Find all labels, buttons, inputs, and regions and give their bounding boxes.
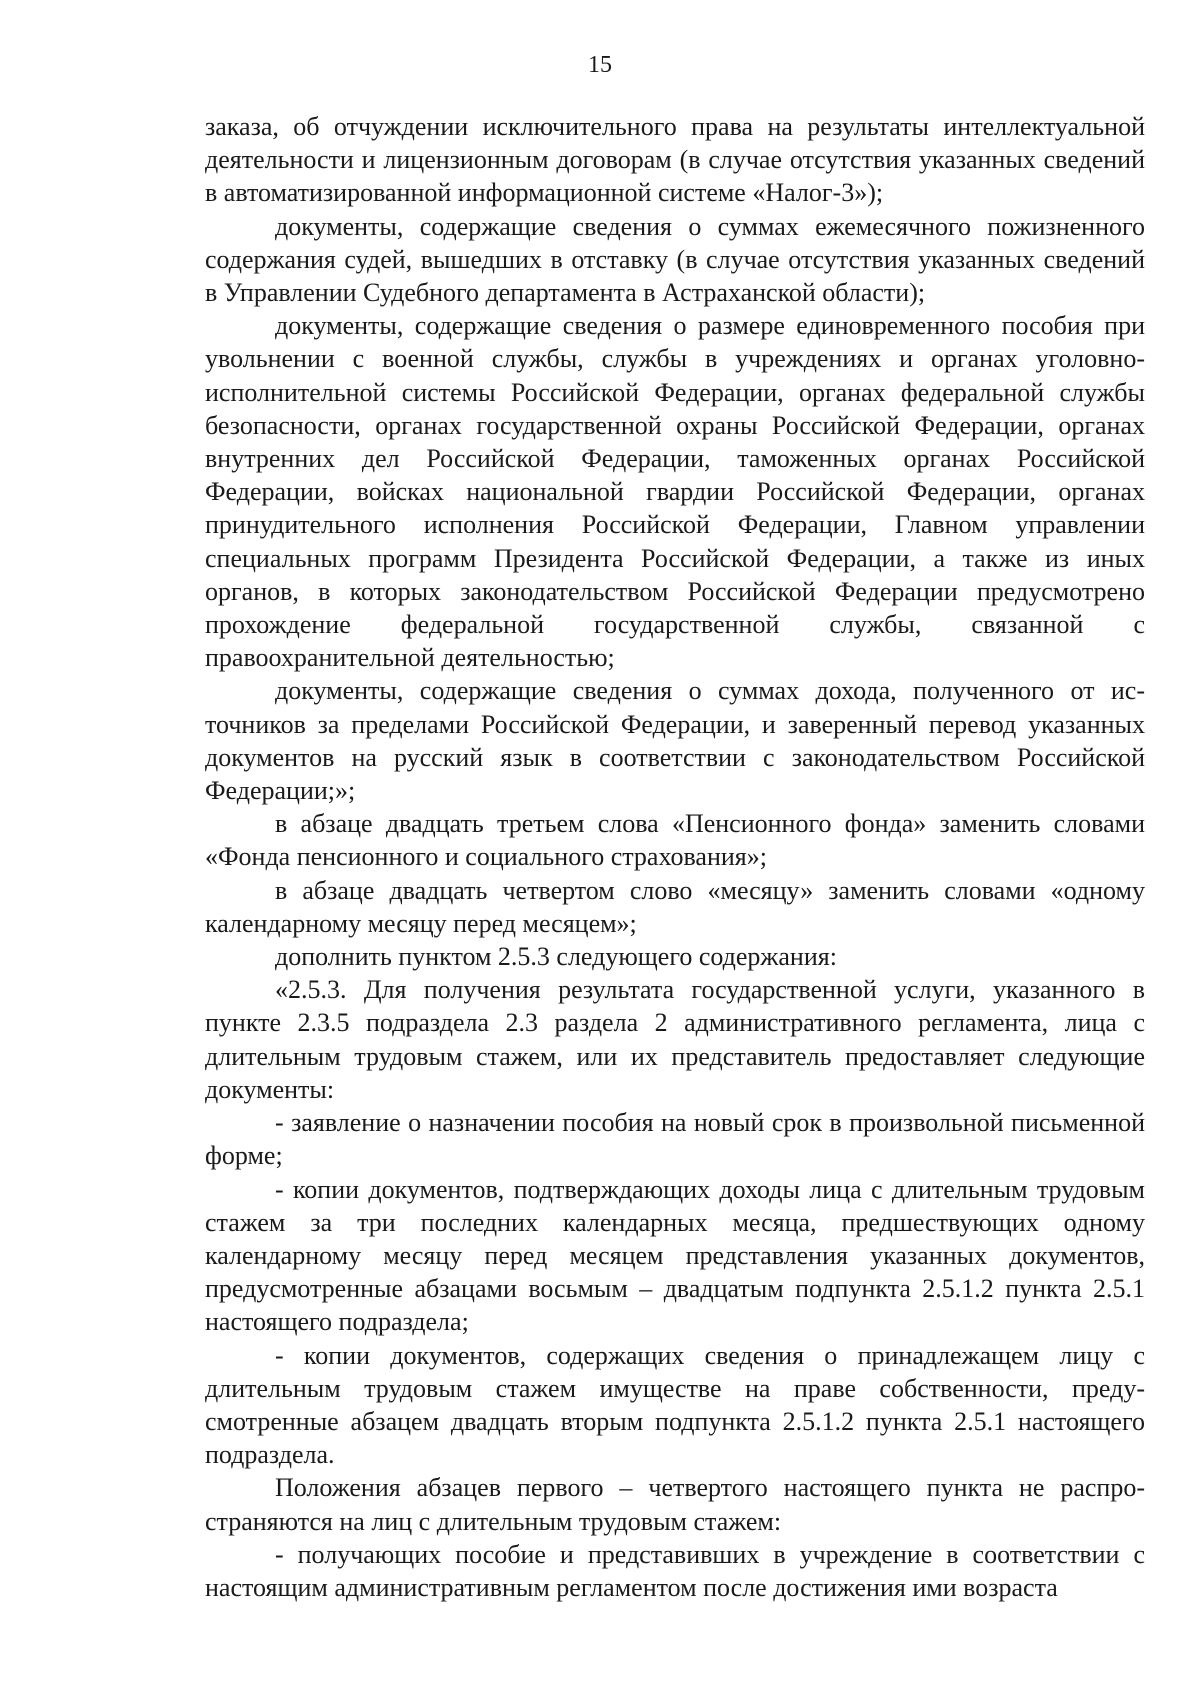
paragraph: заказа, об отчуждении исключительного права на результаты интеллектуальной деятельности и лицензионным договорам (в случае отсутствия указанных сведений в автоматизированной информационной системе «Налог-3»); xyxy=(205,112,1145,208)
paragraph: в абзаце двадцать третьем слова «Пенсионного фонда» заменить словами «Фонда пенсионного и социального страхования»; xyxy=(205,809,1145,872)
paragraph: документы, содержащие сведения о суммах ежемесячного пожизненного содержания судей, вышедших в отставку (в случае отсутствия указанных сведений в Управлении Судебного департамента в Астраханской области); xyxy=(205,211,1145,308)
paragraph: документы, содержащие сведения о суммах дохода, полученного от источников за пределами Российской Федерации, и заверенный перевод указанных документов на русский язык в соответствии с законодательством Российской Федерации;»; xyxy=(205,676,1145,806)
paragraph: документы, содержащие сведения о размере единовременного пособия при увольнении с военной службы, службы в учреждениях и органах уголовно-исполнительной системы Российской Федерации, органах федеральной службы безопасности, органах государственной охраны Российской Федерации, органах внутренних дел Российской Федерации, таможенных органах Российской Федерации, войсках национальной гвардии Российской Федерации, органах принудительного исполнения Российской Федерации, Главном управлении специальных программ Президента Российской Федерации, а также из иных органов, в которых законодательством Российской Федерации предусмотрено прохождение федеральной государственной службы, связанной с правоохранительной деятельностью; xyxy=(205,311,1145,673)
paragraph: - копии документов, содержащих сведения о принадлежащем лицу с длительным трудовым стажем имуществе на праве собственности, предусмотренные абзацем двадцать вторым подпункта 2.5.1.2 пункта 2.5.1 настоящего подраздела. xyxy=(205,1340,1145,1470)
paragraph: дополнить пунктом 2.5.3 следующего содержания: xyxy=(275,942,837,972)
paragraph: Положения абзацев первого – четвертого настоящего пункта не распространяются на лиц с длительным трудовым стажем: xyxy=(205,1473,1145,1536)
paragraph: - получающих пособие и представивших в учреждение в соответствии с настоящим административным регламентом после достижения ими возраста xyxy=(205,1539,1145,1602)
paragraph: - заявление о назначении пособия на новый срок в произвольной письменной форме; xyxy=(205,1108,1145,1171)
paragraph: в абзаце двадцать четвертом слово «месяцу» заменить словами «одному календарному месяцу перед месяцем»; xyxy=(205,875,1145,938)
paragraph: «2.5.3. Для получения результата государственной услуги, указанного в пункте 2.3.5 подраздела 2.3 раздела 2 административного регламента, лица с длительным трудовым стажем, или их представитель предоставляет следующие документы: xyxy=(205,975,1145,1104)
page-number: 15 xyxy=(588,52,612,78)
document-body xyxy=(205,110,1145,1604)
paragraph: - копии документов, подтверждающих доходы лица с длительным трудовым стажем за три последних календарных месяца, предшествующих одному календарному месяцу перед месяцем представления указанных документов, предусмотренные абзацами восьмым – двадцатым подпункта 2.5.1.2 пункта 2.5.1 настоящего подраздела; xyxy=(205,1174,1145,1337)
